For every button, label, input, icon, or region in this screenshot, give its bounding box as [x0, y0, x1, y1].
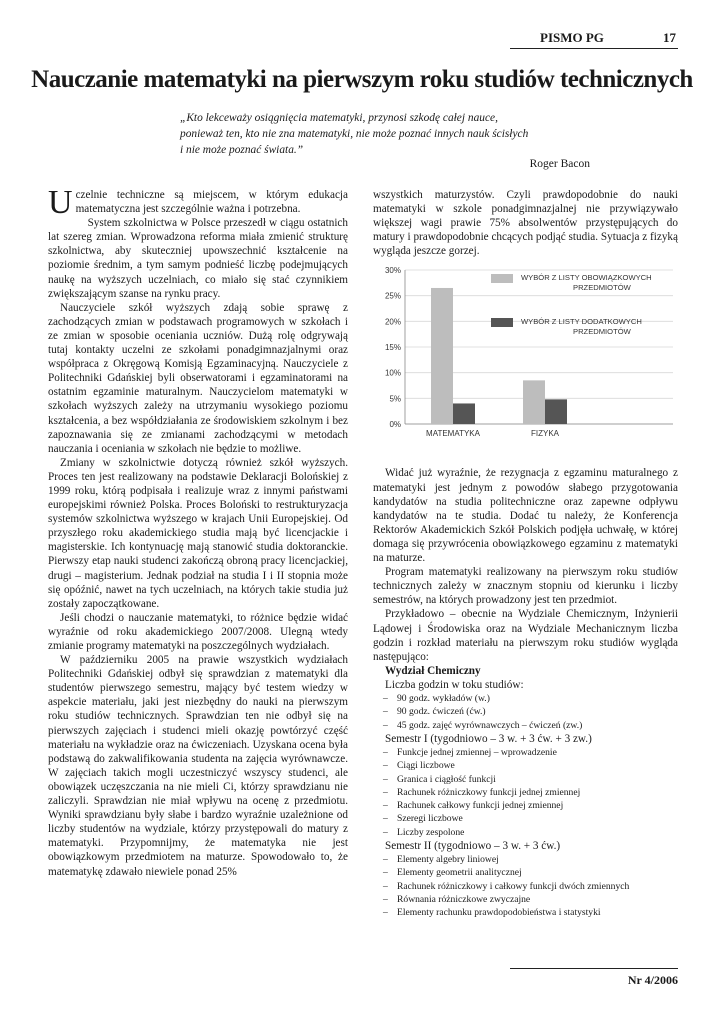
legend-swatch [491, 274, 513, 283]
text-column-left [48, 184, 348, 879]
list-item: – Równania różniczkowe zwyczajne [383, 893, 678, 906]
paragraph: Zmiany w szkolnictwie dotyczą również szkół wyższych. Proces ten jest realizowany na podstawie Deklaracji Bolońskiej z 1999 roku, którą podpisała i realizuje wraz z innymi państwami europejskimi również Polska. Proces Boloński to restrukturyzacja systemów szkolnictwa wyższego w krajach Unii Europejskiej. Od przyszłego roku akademickiego studia mają być licencjackie i magisterskie. Ich kontynuację mają stanowić studia doktoranckie. Pierwszy etap nauki studenci zakończą obroną pracy licencjackiej, drugi – magisterium. Jednak podział na studia I i II stopnia może się opóźnić, nawet na tych uczelniach, na których takie studia już zostały zapoczątkowane. [48, 456, 348, 610]
epigraph-author: Roger Bacon [529, 158, 590, 170]
list-item: – Elementy algebry liniowej [383, 853, 678, 866]
bar-obowiazkowe [431, 288, 453, 424]
paragraph-intro [48, 184, 348, 221]
list-item: – 90 godz. ćwiczeń (ćw.) [383, 705, 678, 718]
semester-1-title: Semestr I (tygodniowo – 3 w. + 3 ćw. + 3 zw.) [385, 732, 592, 745]
y-tick-label: 15% [384, 343, 401, 353]
page-number: 17 [663, 30, 676, 45]
y-tick-label: 10% [384, 369, 401, 379]
epigraph-line: ponieważ ten, kto nie zna matematyki, nie może poznać innych nauk ścisłych [180, 128, 529, 140]
paragraph-continuation: wszystkich maturzystów. Czyli prawdopodobnie do nauki matematyki w szkole ponadgimnazjalnej nie przywiązywało większej wagi prawie 75% absolwentów przystępujących do matury i prawdopodobnie chcących podjąć studia. Sytuacja z fizyką wygląda jeszcze gorzej. [373, 189, 678, 258]
semester-1-list [373, 746, 678, 839]
legend-swatch [491, 318, 513, 327]
epigraph [180, 110, 600, 158]
epigraph-line: „Kto lekceważy osiągnięcia matematyki, przynosi szkodę całej nauce, [180, 112, 498, 124]
paragraph-text: czelnie techniczne są miejscem, w którym edukacja matematyczna jest szczególnie ważna i potrzebna. [75, 189, 348, 216]
semester-2-title: Semestr II (tygodniowo – 3 w. + 3 ćw.) [385, 840, 561, 853]
bar-chart [373, 262, 678, 452]
list-item: – Elementy geometrii analitycznej [383, 866, 678, 879]
list-item: – 90 godz. wykładów (w.) [383, 692, 678, 705]
issue-footer: Nr 4/2006 [510, 968, 678, 988]
x-tick-label: MATEMATYKA [426, 429, 480, 439]
hours-list [373, 692, 678, 732]
semester-2-list [373, 853, 678, 919]
list-item: – Funkcje jednej zmiennej – wprowadzenie [383, 746, 678, 759]
y-tick-label: 25% [384, 292, 401, 302]
paragraph: System szkolnictwa w Polsce przeszedł w ciągu ostatnich lat szereg zmian. Wprowadzona reforma miała zmienić strukturę szkolnictwa, aby skuteczniej upowszechnić kształcenie na poziomie średnim, a tym samym podnieść liczbę podejmujących naukę na wyższych uczelniach, co miało się stać czynnikiem zwiększającym szanse na rynku pracy. [48, 217, 348, 300]
y-tick-label: 20% [384, 317, 401, 327]
list-item: – 45 godz. zajęć wyrównawczych – ćwiczeń (zw.) [383, 719, 678, 732]
legend-label: PRZEDMIOTÓW [573, 327, 631, 337]
y-tick-label: 5% [389, 394, 401, 404]
running-header [510, 30, 678, 49]
x-tick-label: FIZYKA [530, 429, 560, 439]
bar-dodatkowe [545, 400, 567, 425]
list-item: – Ciągi liczbowe [383, 759, 678, 772]
faculty-title: Wydział Chemiczny [385, 664, 481, 677]
article-title: Nauczanie matematyki na pierwszym roku studiów technicznych [31, 66, 693, 93]
list-item: – Elementy rachunku prawdopodobieństwa i statystyki [383, 906, 678, 919]
list-item: – Rachunek różniczkowy i całkowy funkcji dwóch zmiennych [383, 880, 678, 893]
legend-label: WYBÓR Z LISTY DODATKOWYCH [521, 317, 642, 327]
y-tick-label: 0% [389, 420, 401, 430]
list-item: – Rachunek różniczkowy funkcji jednej zmiennej [383, 786, 678, 799]
text-column-right [373, 188, 678, 920]
list-item: – Liczby zespolone [383, 826, 678, 839]
list-item: – Granica i ciągłość funkcji [383, 773, 678, 786]
paragraph: Nauczyciele szkół wyższych zdają sobie sprawę z zachodzących zmian w podstawach programowych w szkołach i ze zmian w sposobie oceniania uczniów. Dużą rolę odgrywają tutaj kontakty uczelni ze szkołami ponadgimnazjalnymi oraz współpraca z Okręgową Komisją Egzaminacyjną. Nauczyciele z Politechniki Gdańskiej byli obserwatorami i egzaminatorami na ostatnim egzaminie maturalnym. Nauczycielom matematyki w szkołach wyższych zależy na utrzymaniu wysokiego poziomu kształcenia, a bez współdziałania ze środowiskiem szkolnym i bez zapoznawania się ze zmianami zachodzącymi w metodach nauczania i oceniania w szkołach nie będzie to możliwe. [48, 301, 348, 455]
bar-dodatkowe [453, 404, 475, 425]
legend-label: PRZEDMIOTÓW [573, 283, 631, 293]
bar-obowiazkowe [523, 381, 545, 425]
paragraph: Przykładowo – obecnie na Wydziale Chemicznym, Inżynierii Lądowej i Środowiska oraz na Wydziale Mechanicznym liczba godzin i rozkład materiału na pierwszym roku studiów wygląda następująco: [373, 608, 678, 663]
list-item: – Szeregi liczbowe [383, 812, 678, 825]
epigraph-line: i nie może poznać świata.” [180, 144, 304, 156]
hours-title: Liczba godzin w toku studiów: [385, 678, 524, 691]
paragraph: Program matematyki realizowany na pierwszym roku studiów technicznych zależy w znacznym stopniu od kierunku i liczby semestrów, na których prowadzony jest ten przedmiot. [373, 566, 678, 607]
legend-label: WYBÓR Z LISTY OBOWIĄZKOWYCH [521, 273, 652, 283]
list-item: – Rachunek całkowy funkcji jednej zmiennej [383, 799, 678, 812]
paragraph: Jeśli chodzi o nauczanie matematyki, to różnice będzie widać wyraźnie od roku akademickiego 2007/2008. Ulegną wtedy zmianie programy matematyki na poszczególnych wydziałach. [48, 611, 348, 652]
publication-name: PISMO PG [540, 30, 604, 45]
drop-cap: U [48, 184, 73, 221]
y-tick-label: 30% [384, 266, 401, 276]
paragraph: W październiku 2005 na prawie wszystkich wydziałach Politechniki Gdańskiej odbył się sprawdzian z matematyki dla studentów pierwszego semestru, mający być testem wiedzy w aspekcie materiału, jaki jest niezbędny do nauki na pierwszym roku studiów technicznych. Sprawdzian ten nie odbył się na pierwszych zajęciach i studenci mieli okazję powtórzyć część materiału na wykładzie oraz na ćwiczeniach. Uzyskana ocena była podstawą do zakwalifikowania studenta na zajęcia wyrównawcze. W zajęciach takich mogli uczestniczyć wszyscy studenci, ale obowiązek uczęszczania na nie mieli Ci, którzy sprawdzianu nie zaliczyli. Sprawdzian nie miał wpływu na ocenę z przedmiotu. Wyniki sprawdzianu były słabe i bardzo wyraźnie uzależnione od liczby studentów na wydziale, którzy przystępowali do matury z matematyki. Przypomnijmy, że matematyka nie jest obowiązkowym przedmiotem na maturze. Spowodowało to, że matematykę zdawało niewiele ponad 25% [48, 654, 348, 878]
paragraph: Widać już wyraźnie, że rezygnacja z egzaminu maturalnego z matematyki jest jednym z powodów słabego przygotowania kandydatów na studia politechniczne oraz zapewne odpływu kandydatów na te studia. Dodać tu należy, że Konferencja Rektorów Akademickich Szkół Polskich podjęła uchwałę, w której domaga się przywrócenia obowiązkowego egzaminu z matematyki na maturze. [373, 467, 678, 565]
